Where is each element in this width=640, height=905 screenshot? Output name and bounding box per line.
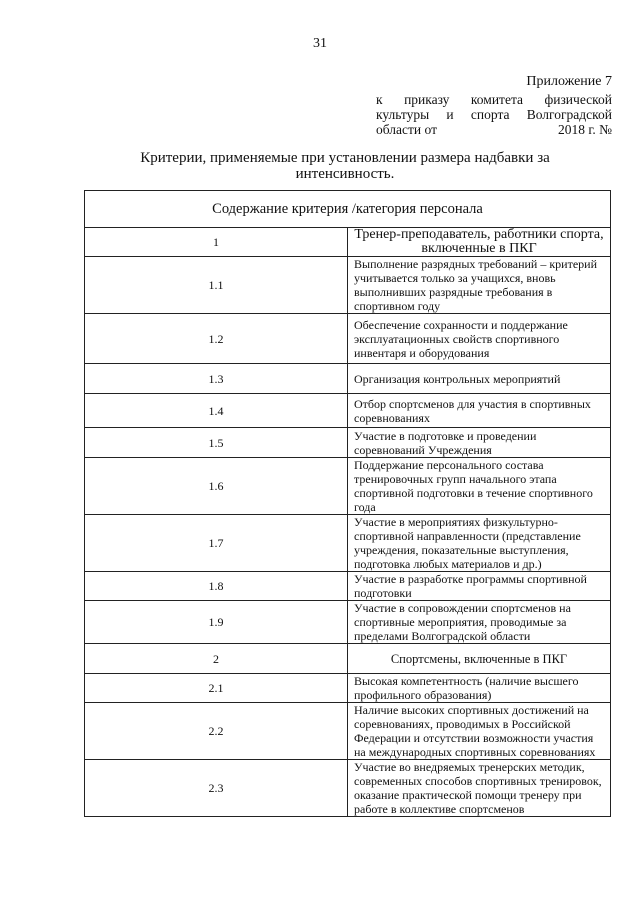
- table-row: [85, 703, 611, 760]
- table-row: [85, 228, 611, 257]
- table-row: [85, 428, 611, 458]
- heading-line-2: интенсивность.: [295, 166, 395, 182]
- row-text: Поддержание персонального состава тренировочных групп начального этапа спортивной подготовки в течение спортивного года: [348, 458, 611, 515]
- table-header-row: [85, 191, 611, 228]
- row-text: Участие в подготовке и проведении соревнований Учреждения: [348, 428, 611, 458]
- row-number: 2: [85, 644, 348, 674]
- row-text: Выполнение разрядных требований – критерий учитывается только за учащихся, вновь выполнивших разрядные требования в спортивном году: [348, 257, 611, 314]
- row-text: Организация контрольных мероприятий: [348, 364, 611, 394]
- document-heading: [80, 150, 610, 182]
- row-text: Отбор спортсменов для участия в спортивных соревнованиях: [348, 394, 611, 428]
- row-text: Тренер-преподаватель, работники спорта, включенные в ПКГ: [348, 228, 611, 257]
- table-row: [85, 515, 611, 572]
- row-number: 1.2: [85, 314, 348, 364]
- row-number: 1.1: [85, 257, 348, 314]
- row-text: Участие в мероприятиях физкультурно-спортивной направленности (представление учреждения, показательные выступления, подготовка любых материалов и др.): [348, 515, 611, 572]
- appendix-line-3-left: области от: [376, 122, 437, 137]
- row-number: 1.4: [85, 394, 348, 428]
- row-number: 2.3: [85, 760, 348, 817]
- table-row: [85, 257, 611, 314]
- table-header: Содержание критерия /категория персонала: [85, 191, 611, 228]
- table-row: [85, 314, 611, 364]
- row-number: 1.6: [85, 458, 348, 515]
- row-text: Участие во внедряемых тренерских методик, современных способов спортивных тренировок, оказание практической помощи тренеру при работе в коллективе спортсменов: [348, 760, 611, 817]
- appendix-block: [376, 74, 612, 137]
- criteria-table: [84, 190, 611, 817]
- row-number: 2.2: [85, 703, 348, 760]
- appendix-line-3-right: 2018 г. №: [557, 122, 612, 137]
- table-row: [85, 760, 611, 817]
- table-row: [85, 364, 611, 394]
- row-text: Спортсмены, включенные в ПКГ: [348, 644, 611, 674]
- table-row: [85, 458, 611, 515]
- row-number: 1.9: [85, 601, 348, 644]
- page-number: 31: [313, 36, 327, 51]
- row-number: 2.1: [85, 674, 348, 703]
- table-row: [85, 572, 611, 601]
- row-text: Участие в сопровождении спортсменов на спортивные мероприятия, проводимые за пределами Волгоградской области: [348, 601, 611, 644]
- row-text: Обеспечение сохранности и поддержание эксплуатационных свойств спортивного инвентаря и оборудования: [348, 314, 611, 364]
- row-number: 1.8: [85, 572, 348, 601]
- table-row: [85, 601, 611, 644]
- row-number: 1.3: [85, 364, 348, 394]
- table-row: [85, 644, 611, 674]
- appendix-line-1: к приказу комитета физической: [376, 92, 612, 107]
- row-text: Высокая компетентность (наличие высшего профильного образования): [348, 674, 611, 703]
- appendix-line-2: культуры и спорта Волгоградской: [376, 107, 612, 122]
- table-row: [85, 394, 611, 428]
- row-number: 1.7: [85, 515, 348, 572]
- appendix-line-3: [376, 122, 612, 137]
- row-number: 1: [85, 228, 348, 257]
- row-text: Наличие высоких спортивных достижений на соревнованиях, проводимых в Российской Федерации и отсутствии возможности участия на международных спортивных соревнованиях: [348, 703, 611, 760]
- heading-line-1: Критерии, применяемые при установлении размера надбавки за: [140, 150, 550, 166]
- appendix-title: Приложение 7: [526, 74, 612, 89]
- table-row: [85, 674, 611, 703]
- row-text: Участие в разработке программы спортивной подготовки: [348, 572, 611, 601]
- row-number: 1.5: [85, 428, 348, 458]
